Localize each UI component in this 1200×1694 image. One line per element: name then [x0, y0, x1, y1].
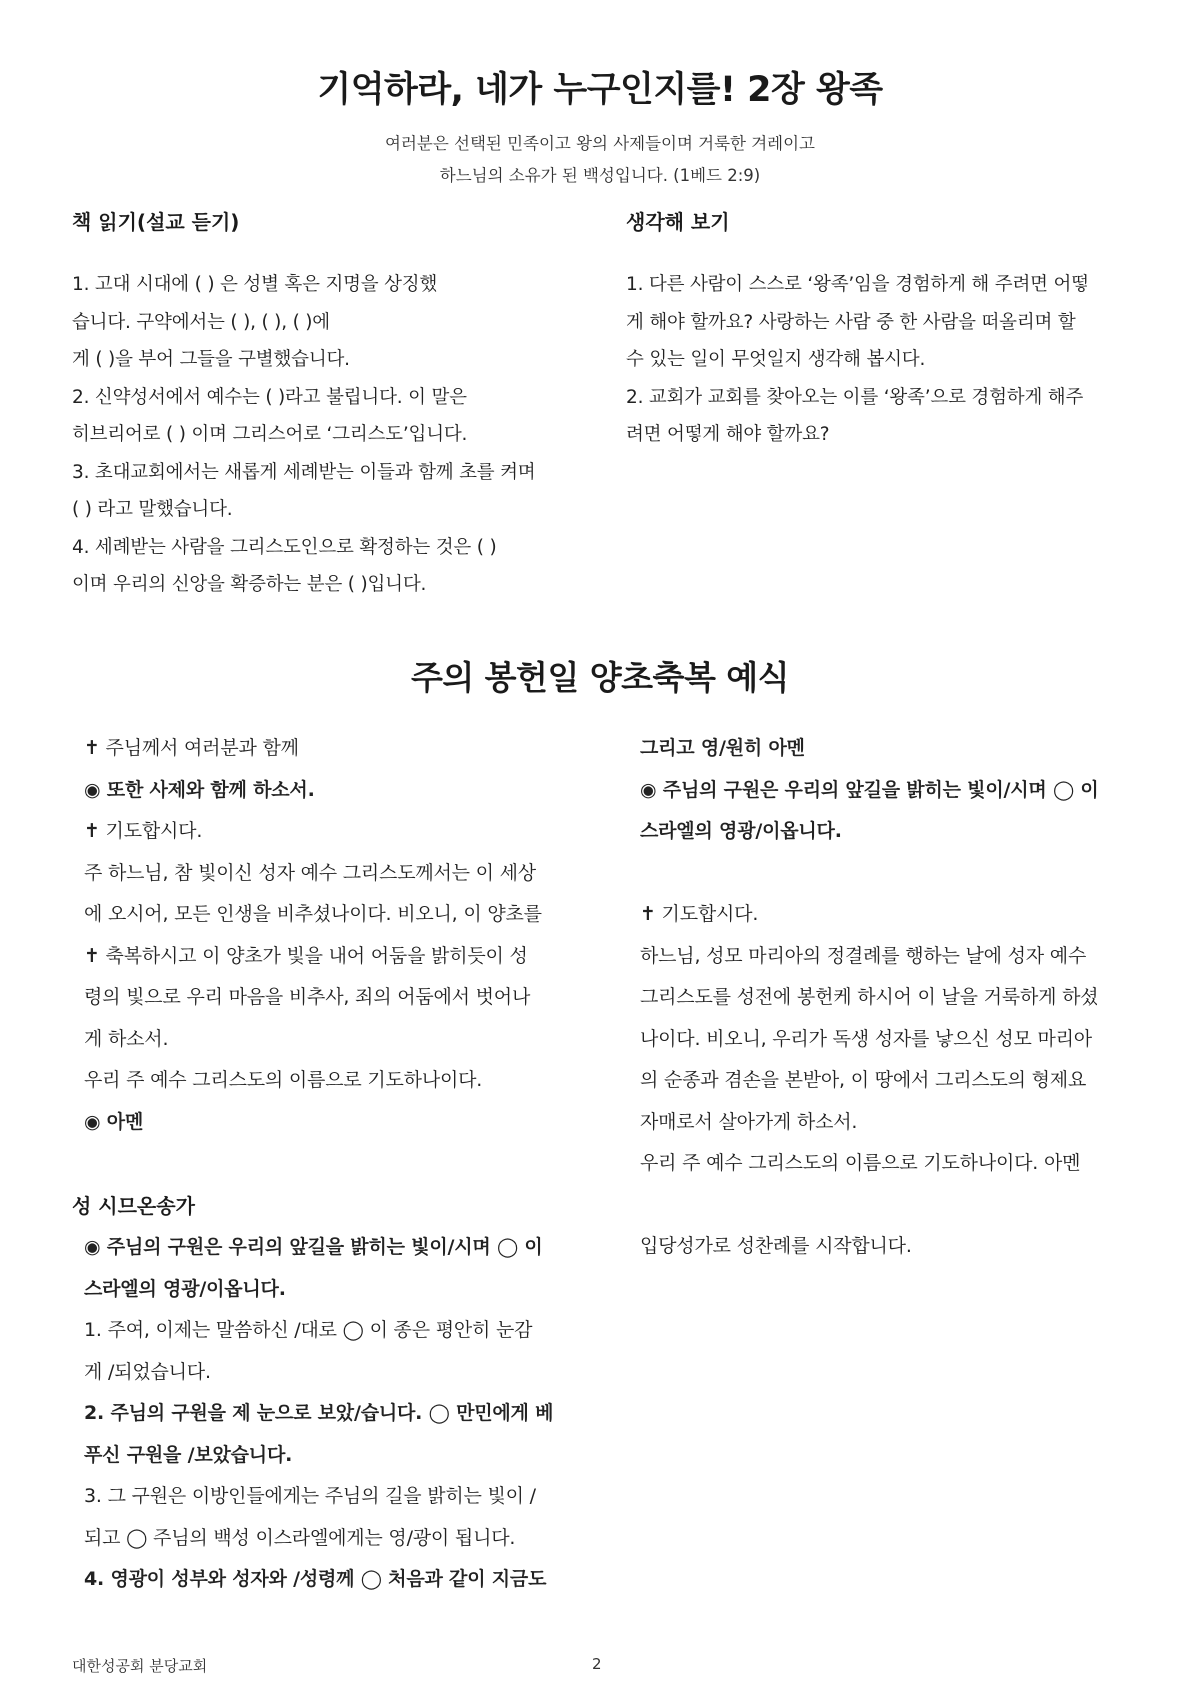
canticle-line: 게 /되었습니다.: [84, 1360, 211, 1383]
simeon-canticle: [84, 1227, 596, 1601]
liturgy-line: 령의 빛으로 우리 마음을 비추사, 죄의 어둠에서 벗어나: [84, 986, 531, 1008]
spacer: [640, 853, 1160, 895]
prayer-line: 자매로서 살아가게 하소서.: [640, 1110, 858, 1133]
liturgy-line: ✝ 기도합시다.: [84, 820, 203, 842]
reflect-line: 수 있는 일이 무엇일지 생각해 봅시다.: [626, 349, 926, 370]
reading-heading: 책 읽기(설교 듣기): [72, 210, 240, 234]
reading-questions: [72, 266, 592, 604]
prayer-line: 하느님, 성모 마리아의 정결례를 행하는 날에 성자 예수: [640, 944, 1087, 967]
prayer-line: 나이다. 비오니, 우리가 독생 성자를 낳으신 성모 마리아: [640, 1027, 1092, 1050]
canticle-line: 1. 주여, 이제는 말씀하신 /대로 ◯ 이 종은 평안히 눈감: [84, 1319, 533, 1341]
canticle-line: 스라엘의 영광/이옵니다.: [640, 820, 842, 842]
prayer-line: 우리 주 예수 그리스도의 이름으로 기도하나이다. 아멘: [640, 1152, 1081, 1174]
prayer-line: 그리스도를 성전에 봉헌케 하시어 이 날을 거룩하게 하셨: [640, 986, 1099, 1008]
prayer-line: ✝ 기도합시다.: [640, 903, 759, 925]
reflect-line: 2. 교회가 교회를 찾아오는 이를 ‘왕족’으로 경험하게 해주: [626, 386, 1084, 408]
canticle-line: 되고 ◯ 주님의 백성 이스라엘에게는 영/광이 됩니다.: [84, 1526, 516, 1549]
closing-note: 입당성가로 성찬례를 시작합니다.: [640, 1235, 912, 1257]
canticle-line: 4. 영광이 성부와 성자와 /성령께 ◯ 처음과 같이 지금도: [84, 1568, 547, 1590]
canticle-line: 3. 그 구원은 이방인들에게는 주님의 길을 밝히는 빛이 /: [84, 1485, 536, 1507]
canticle-line: ◉ 주님의 구원은 우리의 앞길을 밝히는 빛이/시며 ◯ 이: [84, 1236, 543, 1258]
footer-church-name: 대한성공회 분당교회: [72, 1657, 208, 1675]
question-line: 습니다. 구약에서는 ( ), ( ), ( )에: [72, 311, 330, 333]
reflect-line: 게 해야 할까요? 사랑하는 사람 중 한 사람을 떠올리며 할: [626, 311, 1076, 333]
liturgy-line: 게 하소서.: [84, 1027, 169, 1050]
liturgy-line: 우리 주 예수 그리스도의 이름으로 기도하나이다.: [84, 1069, 483, 1091]
reflect-line: 1. 다른 사람이 스스로 ‘왕족’임을 경험하게 해 주려면 어떻: [626, 274, 1089, 295]
question-line: 이며 우리의 신앙을 확증하는 분은 ( )입니다.: [72, 574, 427, 595]
reflect-questions: [626, 266, 1146, 454]
liturgy-right-column: [640, 728, 1160, 1268]
question-line: 2. 신약성서에서 예수는 ( )라고 불립니다. 이 말은: [72, 386, 467, 408]
canticle-line: ◉ 주님의 구원은 우리의 앞길을 밝히는 빛이/시며 ◯ 이: [640, 778, 1099, 801]
liturgy-line: ✝ 축복하시고 이 양초가 빛을 내어 어둠을 밝히듯이 성: [84, 944, 528, 967]
question-line: 1. 고대 시대에 ( ) 은 성별 혹은 지명을 상징했: [72, 274, 438, 295]
canticle-line: 그리고 영/원히 아멘: [640, 737, 805, 759]
canticle-line: 스라엘의 영광/이옵니다.: [84, 1277, 286, 1300]
liturgy-line-response: ◉ 또한 사제와 함께 하소서.: [84, 778, 315, 801]
liturgy-left-column: [84, 728, 596, 1143]
page-number: 2: [592, 1655, 602, 1673]
scripture-verse: [0, 128, 1200, 192]
page-title: 기억하라, 네가 누구인지를! 2장 왕족: [317, 70, 883, 110]
simeon-heading: 성 시므온송가: [72, 1194, 195, 1218]
liturgy-line-response: ◉ 아멘: [84, 1110, 144, 1133]
question-line: ( ) 라고 말했습니다.: [72, 499, 233, 520]
liturgy-line: ✝ 주님께서 여러분과 함께: [84, 737, 299, 759]
question-line: 4. 세례받는 사람을 그리스도인으로 확정하는 것은 ( ): [72, 536, 497, 558]
liturgy-line: 주 하느님, 참 빛이신 성자 예수 그리스도께서는 이 세상: [84, 861, 536, 884]
liturgy-line: 에 오시어, 모든 인생을 비추셨나이다. 비오니, 이 양초를: [84, 903, 542, 925]
question-line: 3. 초대교회에서는 새롭게 세례받는 이들과 함께 초를 켜며: [72, 461, 536, 483]
verse-line: 하느님의 소유가 된 백성입니다. (1베드 2:9): [439, 166, 761, 185]
prayer-line: 의 순종과 겸손을 본받아, 이 땅에서 그리스도의 형제요: [640, 1069, 1087, 1091]
reflect-heading: 생각해 보기: [626, 210, 730, 234]
reflect-line: 려면 어떻게 해야 할까요?: [626, 424, 830, 445]
canticle-line: 2. 주님의 구원을 제 눈으로 보았/습니다. ◯ 만민에게 베: [84, 1402, 554, 1424]
canticle-line: 푸신 구원을 /보았습니다.: [84, 1443, 293, 1466]
question-line: 게 ( )을 부어 그들을 구별했습니다.: [72, 349, 350, 370]
spacer: [640, 1185, 1160, 1227]
liturgy-title: 주의 봉헌일 양초축복 예식: [410, 658, 790, 697]
verse-line: 여러분은 선택된 민족이고 왕의 사제들이며 거룩한 겨레이고: [385, 134, 815, 153]
question-line: 히브리어로 ( ) 이며 그리스어로 ‘그리스도’입니다.: [72, 424, 468, 445]
